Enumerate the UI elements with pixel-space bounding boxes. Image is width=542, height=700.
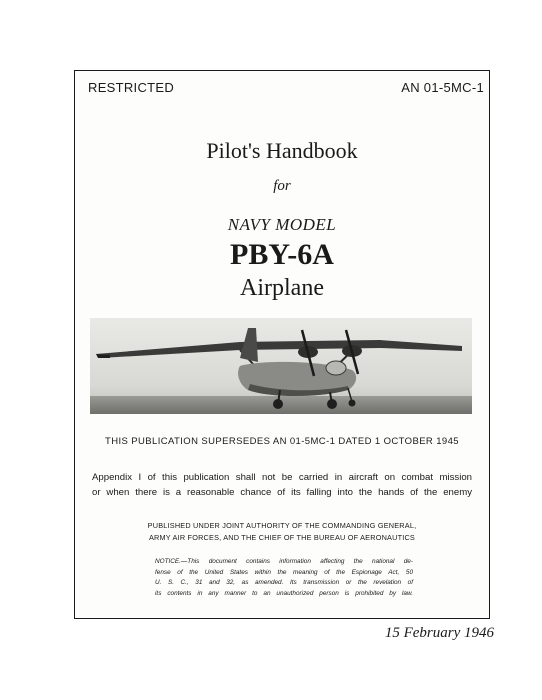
appendix-warning — [92, 470, 472, 500]
publication-date: 15 February 1946 — [384, 625, 494, 641]
notice-line: U. S. C., 31 and 32, as amended. Its transmission or the revelation of — [155, 579, 413, 586]
appendix-warning-line: or when there is a reasonable chance of its falling into the hands of the enemy — [92, 487, 472, 498]
for-label: for — [273, 178, 291, 194]
authority-statement — [74, 520, 490, 544]
espionage-notice — [155, 557, 413, 599]
notice-line: NOTICE.—This document contains information affecting the national de- — [155, 558, 413, 565]
authority-line: ARMY AIR FORCES, AND THE CHIEF OF THE BUREAU OF AERONAUTICS — [148, 533, 415, 542]
notice-line: its contents in any manner to an unauthorized person is prohibited by law. — [155, 589, 413, 597]
model-designation: PBY-6A — [230, 238, 334, 271]
notice-line: fense of the United States within the meaning of the Espionage Act, 50 — [155, 568, 413, 576]
airplane-label: Airplane — [240, 275, 324, 301]
handbook-title: Pilot's Handbook — [206, 138, 358, 163]
aircraft-photo — [90, 318, 472, 414]
document-number: AN 01-5MC-1 — [401, 80, 484, 95]
classification-label: RESTRICTED — [88, 80, 175, 95]
appendix-warning-line: Appendix I of this publication shall not be carried in aircraft on combat mission — [92, 472, 472, 483]
authority-line: PUBLISHED UNDER JOINT AUTHORITY OF THE COMMANDING GENERAL, — [147, 521, 417, 530]
supersedes-notice: THIS PUBLICATION SUPERSEDES AN 01-5MC-1 DATED 1 OCTOBER 1945 — [105, 436, 459, 447]
navy-model-label: NAVY MODEL — [227, 215, 337, 234]
